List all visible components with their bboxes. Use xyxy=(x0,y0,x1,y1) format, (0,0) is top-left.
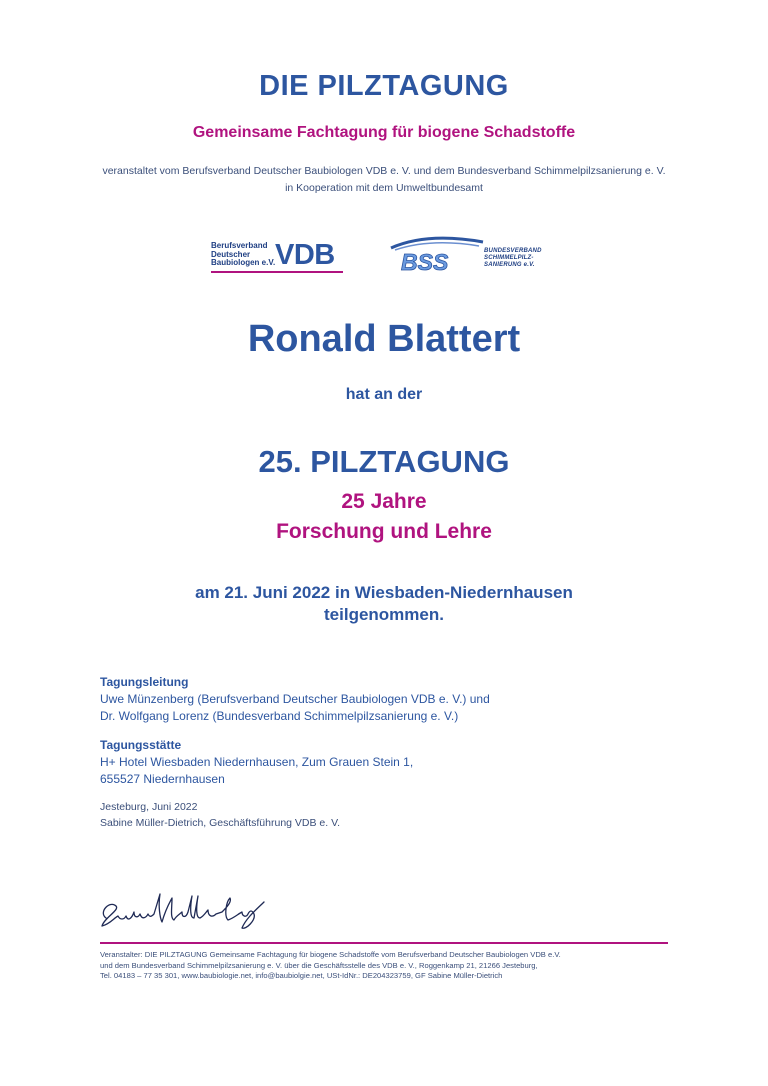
bss-logo-line-3: SANIERUNG e.V. xyxy=(484,262,535,268)
bss-logo-line-1: BUNDESVERBAND xyxy=(484,248,542,254)
vdb-logo-line-2: Deutscher xyxy=(211,249,251,259)
tagungsleitung-line-1: Uwe Münzenberg (Berufsverband Deutscher Baubiologen VDB e. V.) und xyxy=(100,692,490,706)
motto-line-2: Forschung und Lehre xyxy=(276,520,492,543)
footer-text xyxy=(100,950,561,982)
footer-line-2: und dem Bundesverband Schimmelpilzsanierung e. V. über die Geschäftsstelle des VDB e. V., Roggenkamp 21, 21266 Jesteburg, xyxy=(100,960,538,970)
footer-line-3: Tel. 04183 – 77 35 301, www.baubiologie.net, info@baubiolgie.net, USt-IdNr.: DE204323759, GF Sabine Müller-Dietrich xyxy=(100,971,503,980)
signoff-place-date: Jesteburg, Juni 2022 xyxy=(100,801,198,813)
document-subtitle: Gemeinsame Fachtagung für biogene Schadstoffe xyxy=(192,124,576,141)
handwritten-signature xyxy=(96,888,271,932)
participant-name: Ronald Blattert xyxy=(247,318,521,360)
organizers-line-1: veranstaltet vom Berufsverband Deutscher Baubiologen VDB e. V. und dem Bundesverband Schimmelpilzsanierung e. V. xyxy=(102,165,666,177)
tagungsleitung-heading: Tagungsleitung xyxy=(100,675,189,689)
vdb-logo-mark: VDB xyxy=(275,239,335,271)
organizers-line-2: in Kooperation mit dem Umweltbundesamt xyxy=(285,182,483,194)
motto-line-1: 25 Jahre xyxy=(341,490,427,513)
event-date-line-1: am 21. Juni 2022 in Wiesbaden-Niedernhausen xyxy=(195,583,573,602)
event-title: 25. PILZTAGUNG xyxy=(258,444,510,479)
bss-logo-line-2: SCHIMMELPILZ- xyxy=(484,255,534,261)
vdb-logo-line-1: Berufsverband xyxy=(211,241,268,250)
signoff-signatory: Sabine Müller-Dietrich, Geschäftsführung VDB e. V. xyxy=(100,817,341,829)
vdb-logo-text xyxy=(211,242,275,268)
intro-text: hat an der xyxy=(345,386,423,403)
tagungsstaette-heading: Tagungsstätte xyxy=(100,738,182,752)
tagungsstaette-line-2: 655527 Niedernhausen xyxy=(100,772,225,786)
tagungsleitung-line-2: Dr. Wolfgang Lorenz (Bundesverband Schimmelpilzsanierung e. V.) xyxy=(100,709,459,723)
vdb-logo-underline xyxy=(211,271,343,273)
logo-row xyxy=(0,232,768,282)
bss-logo-mark: BSS xyxy=(401,249,449,275)
bss-logo xyxy=(387,234,547,276)
vdb-logo-line-3: Baubiologen e.V. xyxy=(211,258,276,267)
tagungsstaette-line-1: H+ Hotel Wiesbaden Niedernhausen, Zum Grauen Stein 1, xyxy=(100,755,414,769)
event-date xyxy=(0,582,768,626)
signoff-block xyxy=(100,799,340,831)
bss-logo-text xyxy=(484,248,542,269)
tagungsleitung-block xyxy=(100,674,490,725)
vdb-logo xyxy=(211,239,346,274)
tagungsstaette-block xyxy=(100,737,413,788)
organizers-text xyxy=(0,163,768,197)
event-date-line-2: teilgenommen. xyxy=(324,605,444,624)
footer-divider xyxy=(100,942,668,944)
footer-line-1: Veranstalter: DIE PILZTAGUNG Gemeinsame Fachtagung für biogene Schadstoffe vom Berufsverband Deutscher Baubiologen VDB e.V. xyxy=(100,950,561,959)
document-title: DIE PILZTAGUNG xyxy=(259,70,509,102)
